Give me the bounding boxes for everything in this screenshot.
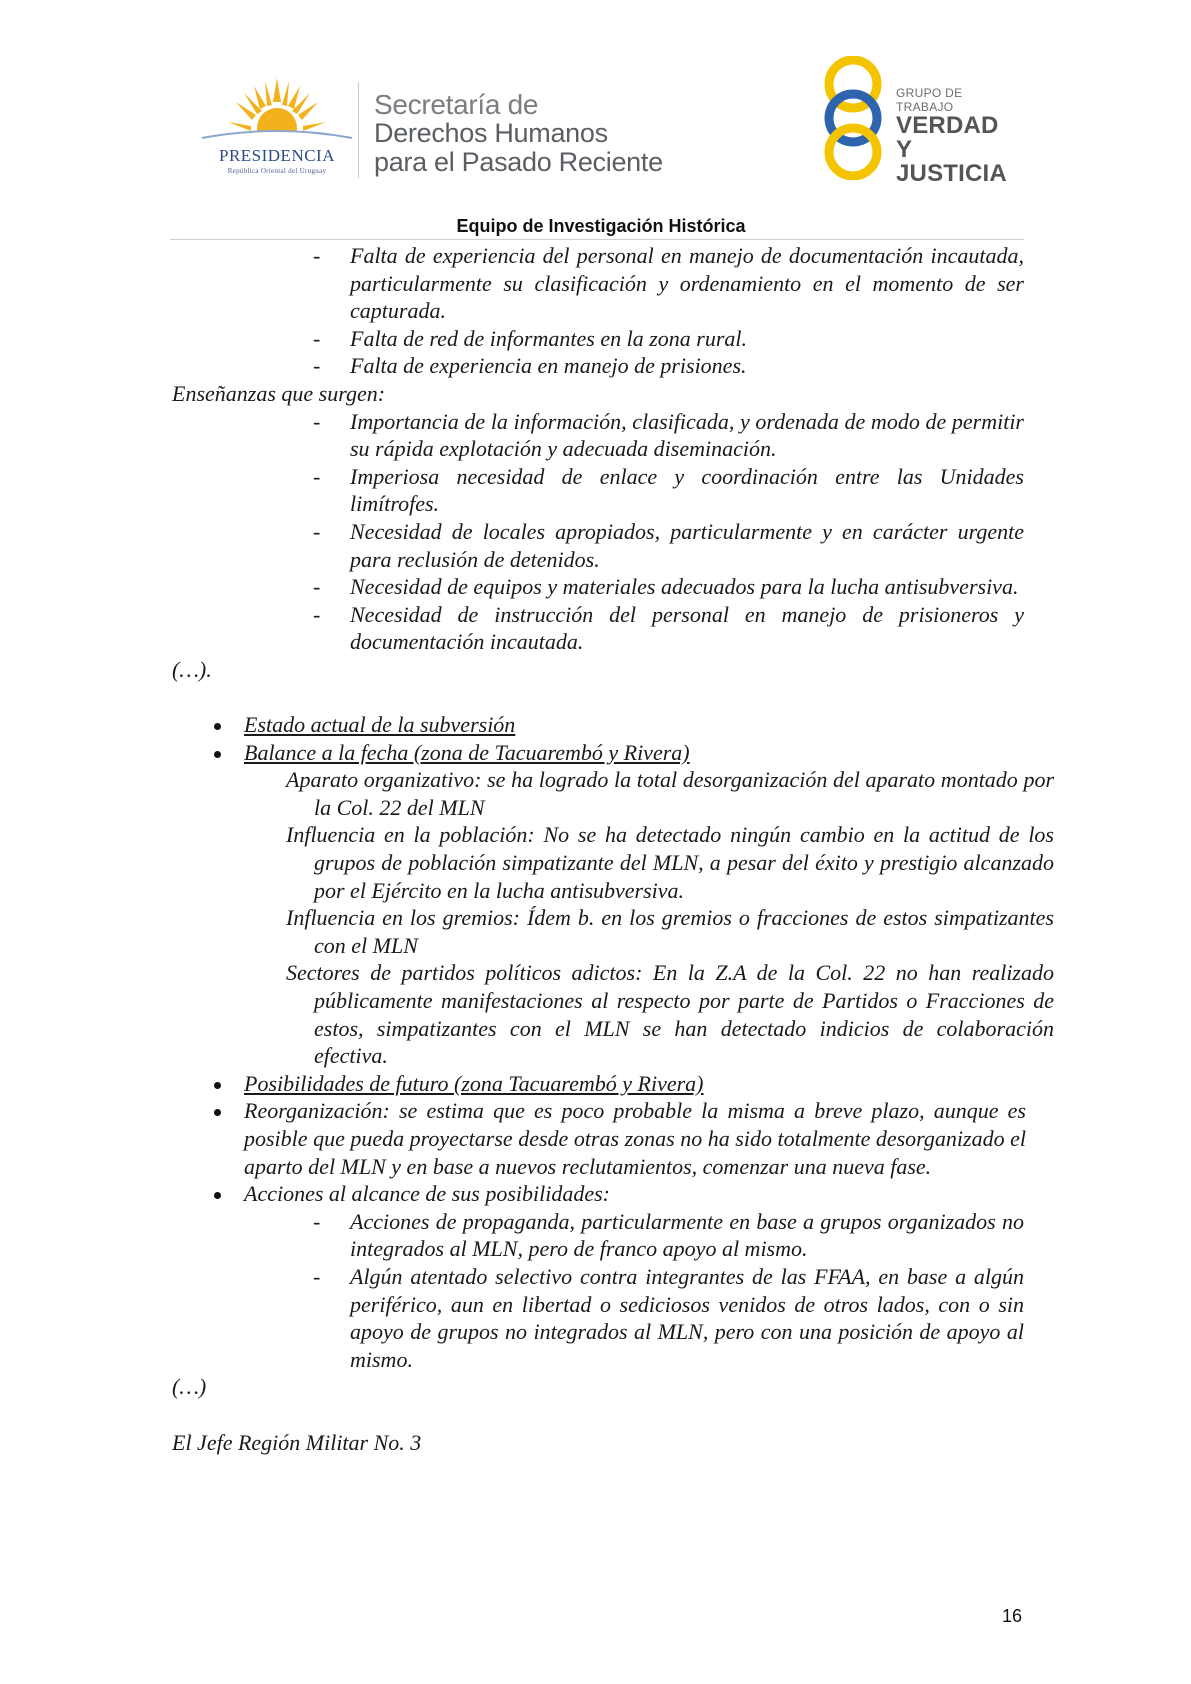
list-item <box>172 573 1024 601</box>
sun-emblem-icon <box>196 78 358 148</box>
list-item <box>172 352 1024 380</box>
list-item-text: Necesidad de instrucción del personal en manejo de prisioneros y documentación incautada. <box>350 601 1024 655</box>
spacer <box>0 684 1191 712</box>
dash-marker: - <box>313 1263 321 1289</box>
bullet-dot-icon <box>214 723 221 730</box>
list-item-text: Importancia de la información, clasificada, y ordenada de modo de permitir su rápida explotación y adecuada diseminación. <box>350 408 1024 462</box>
list-item-text: Acciones de propaganda, particularmente en base a grupos organizados no integrados al MLN, pero de franco apoyo al mismo. <box>350 1208 1024 1262</box>
list-item <box>172 463 1024 518</box>
list-item-text: Falta de experiencia en manejo de prisiones. <box>350 353 747 379</box>
balance-item: Aparato organizativo: se ha logrado la total desorganización del aparato montado por la Col. 22 del MLN <box>286 767 1054 820</box>
ensenanzas-heading: Enseñanzas que surgen: <box>172 380 386 406</box>
list-item-text: Necesidad de equipos y materiales adecuados para la lucha antisubversiva. <box>350 574 1019 600</box>
bullet-text: Posibilidades de futuro (zona Tacuarembó y Rivera) <box>244 1070 704 1096</box>
dash-marker: - <box>313 518 321 544</box>
presidencia-subtitle: República Oriental del Uruguay <box>227 167 327 175</box>
secretaria-line-2: Derechos Humanos <box>374 118 608 148</box>
verdad-y: VERDAD Y <box>896 112 999 163</box>
bullet-item <box>244 1097 1026 1180</box>
bullet-dot-icon <box>214 1082 221 1089</box>
justicia: JUSTICIA <box>896 160 1007 187</box>
dash-marker: - <box>313 463 321 489</box>
header-rule <box>170 239 1024 240</box>
secretaria-line-3: para el Pasado Reciente <box>374 147 663 177</box>
grupo-de-trabajo: GRUPO DE TRABAJO <box>896 86 963 114</box>
ellipsis: (…) <box>172 1374 207 1400</box>
list-item <box>172 242 1024 325</box>
verdad-justicia-text <box>896 86 1018 186</box>
bullet-dot-icon <box>214 751 221 758</box>
page-header <box>0 0 1191 240</box>
list-item-text: Falta de experiencia del personal en manejo de documentación incautada, particularmente su clasificación y ordenamiento en el momento de ser capturada. <box>350 243 1024 324</box>
list-item-text: Necesidad de locales apropiados, particularmente y en carácter urgente para reclusión de detenidos. <box>350 518 1024 572</box>
bullet-item <box>244 711 1026 739</box>
list-item <box>172 601 1024 656</box>
list-item-text: Imperiosa necesidad de enlace y coordinación entre las Unidades limítrofes. <box>350 463 1024 517</box>
bullet-item <box>244 739 1026 767</box>
balance-item: Influencia en los gremios: Ídem b. en los gremios o fracciones de estos simpatizantes con el MLN <box>286 905 1054 958</box>
presidencia-name: PRESIDENCIA <box>218 146 335 165</box>
list-item <box>172 408 1024 463</box>
list-item <box>172 1208 1024 1263</box>
signature: El Jefe Región Militar No. 3 <box>172 1429 422 1455</box>
dash-marker: - <box>313 408 321 434</box>
dash-marker: - <box>313 601 321 627</box>
bullet-text: Estado actual de la subversión <box>244 712 516 738</box>
document-body <box>0 242 1191 1456</box>
logo-divider <box>358 82 359 178</box>
bullet-text: Balance a la fecha (zona de Tacuarembó y Rivera) <box>244 739 690 765</box>
balance-item: Influencia en la población: No se ha detectado ningún cambio en la actitud de los grupos de población simpatizante del MLN, a pesar del éxito y prestigio alcanzado por el Ejército en la lucha antisubversiva. <box>286 822 1054 903</box>
verdad-justicia-logo <box>818 56 1018 187</box>
bullet-text: Acciones al alcance de sus posibilidades: <box>244 1181 610 1207</box>
balance-item: Sectores de partidos políticos adictos: En la Z.A de la Col. 22 no han realizado públicamente manifestaciones al respecto por parte de Partidos o Fracciones de estos, simpatizantes con el MLN se han detectado indicios de colaboración efectiva. <box>286 960 1054 1069</box>
dash-marker: - <box>313 325 321 351</box>
dash-marker: - <box>313 353 321 379</box>
bullet-item <box>244 1070 1026 1098</box>
bullet-text: Reorganización: se estima que es poco probable la misma a breve plazo, aunque es posible que pueda proyectarse desde otras zonas no ha sido totalmente desorganizado el aparto del MLN y en base a nuevos reclutamientos, comenzar una nueva fase. <box>244 1098 1026 1179</box>
linked-rings-icon <box>818 56 888 180</box>
list-item-text: Falta de red de informantes en la zona rural. <box>350 325 747 351</box>
ellipsis: (…). <box>172 656 212 682</box>
page-number: 16 <box>1002 1606 1023 1626</box>
bullet-item <box>244 1180 1026 1208</box>
dash-marker: - <box>313 574 321 600</box>
bullet-dot-icon <box>214 1192 221 1199</box>
secretaria-line-1: Secretaría de <box>374 89 539 120</box>
list-item-text: Algún atentado selectivo contra integrantes de las FFAA, en base a algún periférico, aun en libertad o sediciosos venidos de otros lados, con o sin apoyo de grupos no integrados al MLN, pero con una posición de apoyo al mismo. <box>350 1263 1024 1372</box>
list-item <box>172 325 1024 353</box>
list-item <box>172 1263 1024 1373</box>
dash-marker: - <box>313 243 321 268</box>
presidencia-logo <box>196 78 358 178</box>
secretaria-logo-text <box>374 90 663 177</box>
equipo-title: Equipo de Investigación Histórica <box>456 216 746 236</box>
dash-marker: - <box>313 1208 321 1234</box>
list-item <box>172 518 1024 573</box>
spacer <box>0 1401 1191 1429</box>
bullet-dot-icon <box>214 1109 221 1116</box>
